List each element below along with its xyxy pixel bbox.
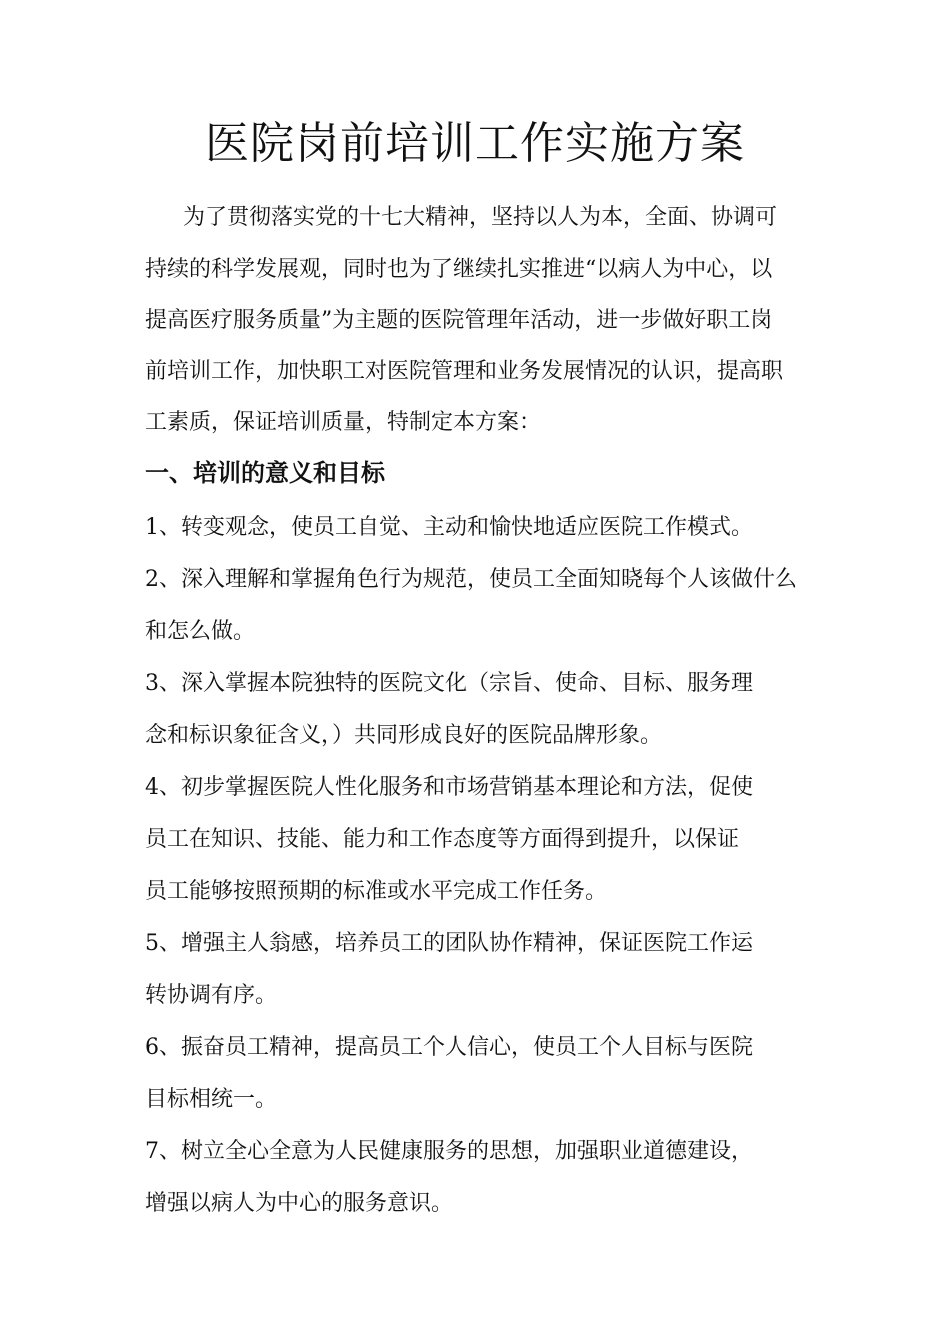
list-item-1-line: 1、转变观念，使员工自觉、主动和愉快地适应医院工作模式。 — [145, 515, 753, 540]
document-title: 医院岗前培训工作实施方案 — [205, 118, 745, 169]
intro-line: 为了贯彻落实党的十七大精神，坚持以人为本，全面、协调可 — [183, 205, 778, 230]
intro-line: 提高医疗服务质量”为主题的医院管理年活动，进一步做好职工岗 — [145, 308, 773, 333]
list-item-4-line: 员工能够按照预期的标准或水平完成工作任务。 — [145, 879, 608, 904]
list-item-4-line: 4、初步掌握医院人性化服务和市场营销基本理论和方法，促使 — [145, 775, 753, 800]
list-item-7-line: 增强以病人为中心的服务意识。 — [145, 1191, 454, 1216]
intro-line: 前培训工作，加快职工对医院管理和业务发展情况的认识，提高职 — [145, 359, 784, 384]
section-heading: 一、培训的意义和目标 — [145, 459, 385, 487]
list-item-2-line: 2、深入理解和掌握角色行为规范，使员工全面知晓每个人该做什么 — [145, 567, 797, 592]
list-item-6-line: 目标相统一。 — [145, 1087, 278, 1112]
intro-line: 工素质，保证培训质量，特制定本方案： — [145, 410, 542, 435]
list-item-2-line: 和怎么做。 — [145, 619, 256, 644]
intro-line: 持续的科学发展观，同时也为了继续扎实推进“以病人为中心，以 — [145, 257, 773, 282]
list-item-7-line: 7、树立全心全意为人民健康服务的思想，加强职业道德建设， — [145, 1139, 753, 1164]
list-item-6-line: 6、振奋员工精神，提高员工个人信心，使员工个人目标与医院 — [145, 1035, 753, 1060]
list-item-5-line: 转协调有序。 — [145, 983, 278, 1008]
list-item-3-line: 3、深入掌握本院独特的医院文化（宗旨、使命、目标、服务理 — [145, 671, 753, 696]
list-item-4-line: 员工在知识、技能、能力和工作态度等方面得到提升，以保证 — [145, 827, 740, 852]
list-item-5-line: 5、增强主人翁感，培养员工的团队协作精神，保证医院工作运 — [145, 931, 753, 956]
list-item-3-line: 念和标识象征含义，）共同形成良好的医院品牌形象。 — [145, 723, 663, 748]
